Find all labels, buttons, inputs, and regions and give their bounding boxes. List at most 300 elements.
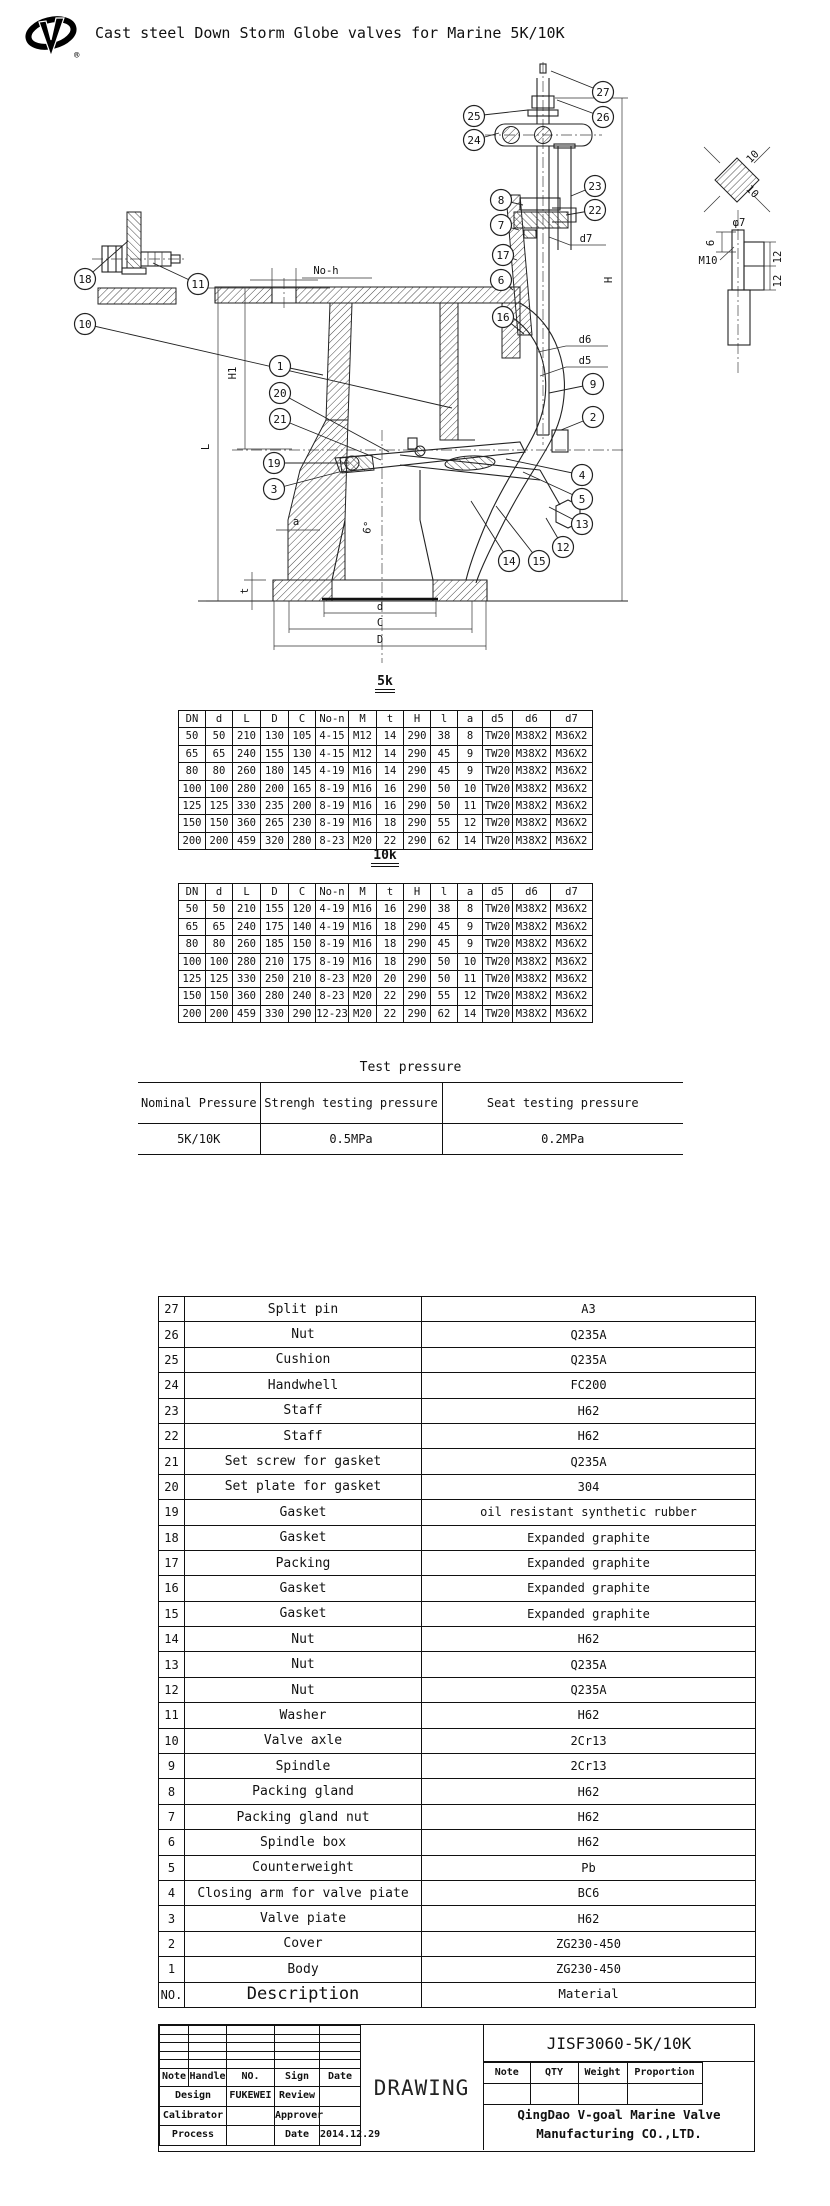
bottom-outlet-flange: [198, 580, 628, 601]
table-cell: 280: [233, 953, 261, 970]
table-cell: 200: [289, 797, 316, 814]
table-cell: Q235A: [422, 1677, 756, 1702]
svg-text:22: 22: [588, 204, 602, 217]
table-cell: M36X2: [551, 1005, 593, 1022]
balloon-24: [464, 130, 500, 151]
table-cell: Expanded graphite: [422, 1525, 756, 1550]
table-cell: t: [377, 711, 404, 728]
table-cell: No-n: [316, 711, 349, 728]
company-line-1: QingDao V-goal Marine Valve: [517, 2107, 721, 2122]
table-cell: M20: [349, 970, 377, 987]
table-row: [159, 1423, 756, 1448]
table-cell: 16: [377, 797, 404, 814]
table-cell: Q235A: [422, 1322, 756, 1347]
table-row: [159, 1728, 756, 1753]
review-value: [320, 2086, 361, 2106]
table-cell: 9: [458, 745, 483, 762]
table-cell: 38: [431, 901, 458, 918]
table-cell: 155: [261, 901, 289, 918]
table-row: [159, 1677, 756, 1702]
table-cell: Proportion: [627, 2063, 702, 2084]
table-cell: Nut: [185, 1652, 422, 1677]
table-row: [159, 1779, 756, 1804]
title-block-right: [483, 2025, 754, 2150]
table-cell: 240: [233, 745, 261, 762]
table-cell: 9: [458, 918, 483, 935]
table-row: [159, 1297, 756, 1322]
table-cell: 459: [233, 832, 261, 849]
table-cell: 8-19: [316, 780, 349, 797]
table-row: [159, 1804, 756, 1829]
dim-label-dd: D: [376, 634, 384, 646]
svg-text:6: 6: [497, 274, 505, 287]
table-cell: 290: [404, 918, 431, 935]
table-cell: No-n: [316, 884, 349, 901]
table-cell: 260: [233, 936, 261, 953]
table-cell: M36X2: [551, 797, 593, 814]
table-cell: 50: [431, 780, 458, 797]
table-cell: 50: [179, 728, 206, 745]
table-cell: 22: [377, 1005, 404, 1022]
table-cell: 15: [159, 1601, 185, 1626]
table-row: [159, 1500, 756, 1525]
svg-text:12: 12: [556, 541, 570, 554]
table-cell: 8: [458, 901, 483, 918]
table-cell: 200: [206, 832, 233, 849]
table-cell: 210: [233, 728, 261, 745]
table-row: [159, 1576, 756, 1601]
design-row: [160, 2086, 361, 2106]
table-cell: a: [458, 711, 483, 728]
table-cell: 4-15: [316, 728, 349, 745]
table-cell: 280: [289, 832, 316, 849]
table-cell: ZG230-450: [422, 1957, 756, 1982]
svg-text:1: 1: [276, 360, 284, 373]
table-cell: 4: [159, 1880, 185, 1905]
dim-label-phi7: φ7: [732, 217, 746, 229]
table-cell: 290: [404, 728, 431, 745]
parts-material-header: Material: [422, 1982, 756, 2007]
dim-label-d7: d7: [579, 233, 593, 245]
table-row: [179, 901, 593, 918]
table-cell: d7: [551, 711, 593, 728]
table-row: [159, 1830, 756, 1855]
table-cell: 16: [377, 780, 404, 797]
table-cell: Expanded graphite: [422, 1576, 756, 1601]
table-cell: 9: [458, 763, 483, 780]
table-cell: t: [377, 884, 404, 901]
table-cell: 14: [377, 745, 404, 762]
svg-text:19: 19: [267, 457, 281, 470]
table-cell: 9: [159, 1754, 185, 1779]
table-cell: M36X2: [551, 763, 593, 780]
table-cell: 50: [431, 970, 458, 987]
table-row: [179, 763, 593, 780]
table-row: [179, 936, 593, 953]
calibrator-label: Calibrator: [160, 2106, 227, 2126]
dim-label-t: t: [239, 587, 251, 595]
table-cell: 290: [404, 936, 431, 953]
svg-text:15: 15: [532, 555, 546, 568]
table-cell: A3: [422, 1297, 756, 1322]
table-cell: 65: [206, 918, 233, 935]
table-cell: M38X2: [513, 797, 551, 814]
table-cell: Expanded graphite: [422, 1550, 756, 1575]
dim-label-d: d: [376, 601, 384, 613]
table-row: [159, 1880, 756, 1905]
balloon-23: [571, 176, 606, 197]
table-cell: 1: [159, 1957, 185, 1982]
balloon-2: [561, 407, 604, 431]
table-row: [159, 1754, 756, 1779]
table-cell: M16: [349, 918, 377, 935]
table-cell: 20: [159, 1474, 185, 1499]
table-cell: Weight: [578, 2063, 627, 2084]
table-cell: d6: [513, 711, 551, 728]
table-cell: M38X2: [513, 936, 551, 953]
table-row: [179, 797, 593, 814]
table-row: [159, 1550, 756, 1575]
table-cell: 165: [289, 780, 316, 797]
table-cell: M38X2: [513, 918, 551, 935]
table-cell: TW20: [483, 763, 513, 780]
table-cell: TW20: [483, 797, 513, 814]
table-cell: 16: [159, 1576, 185, 1601]
svg-text:25: 25: [467, 110, 481, 123]
balloon-18: [75, 241, 129, 290]
table-cell: 11: [458, 970, 483, 987]
table-cell: d5: [483, 884, 513, 901]
table-cell: 7: [159, 1804, 185, 1829]
table-cell: M38X2: [513, 832, 551, 849]
model-number: JISF3060-5K/10K: [484, 2025, 754, 2062]
table-cell: M38X2: [513, 1005, 551, 1022]
table-cell: 21: [159, 1449, 185, 1474]
table-cell: 8: [458, 728, 483, 745]
table-cell: M36X2: [551, 832, 593, 849]
table-cell: 14: [377, 763, 404, 780]
table-cell: 12: [159, 1677, 185, 1702]
table-cell: 65: [179, 745, 206, 762]
table-cell: 80: [179, 936, 206, 953]
table-cell: 50: [431, 953, 458, 970]
table-cell: 22: [377, 832, 404, 849]
svg-text:21: 21: [273, 413, 287, 426]
table-cell: 2Cr13: [422, 1728, 756, 1753]
table-cell: 290: [404, 780, 431, 797]
table-cell: 62: [431, 1005, 458, 1022]
table-cell: Sign: [275, 2068, 320, 2086]
table-cell: 290: [404, 901, 431, 918]
table-cell: 130: [261, 728, 289, 745]
svg-text:17: 17: [496, 249, 510, 262]
table-cell: 100: [206, 780, 233, 797]
table-cell: 80: [206, 936, 233, 953]
table-header-row: [179, 711, 593, 728]
table-cell: Packing: [185, 1550, 422, 1575]
table-cell: 14: [458, 832, 483, 849]
table-cell: Handle: [189, 2068, 227, 2086]
table-cell: 290: [404, 815, 431, 832]
table-cell: TW20: [483, 745, 513, 762]
approver-label: Approver: [275, 2106, 320, 2126]
svg-text:8: 8: [497, 194, 505, 207]
review-label: Review: [275, 2086, 320, 2106]
table-cell: M38X2: [513, 745, 551, 762]
table-cell: Q235A: [422, 1347, 756, 1372]
table-cell: Washer: [185, 1703, 422, 1728]
table-cell: Note: [160, 2068, 189, 2086]
svg-text:23: 23: [588, 180, 602, 193]
dimension-table-5k: [178, 710, 593, 850]
balloon-22: [566, 200, 606, 221]
table-row: [138, 1124, 683, 1155]
table-cell: TW20: [483, 988, 513, 1005]
valve-body: [288, 303, 433, 580]
table-cell: M38X2: [513, 780, 551, 797]
table-cell: M20: [349, 832, 377, 849]
table-cell: Packing gland: [185, 1779, 422, 1804]
table-cell: 45: [431, 763, 458, 780]
table-cell: 12: [458, 815, 483, 832]
table-cell: 65: [206, 745, 233, 762]
table-cell: Handwhell: [185, 1373, 422, 1398]
table-cell: 280: [233, 780, 261, 797]
table-cell: Staff: [185, 1423, 422, 1448]
empty-row: [160, 2051, 361, 2060]
table-row: [159, 1957, 756, 1982]
dim-label-c: C: [376, 617, 384, 629]
table-row: [159, 1652, 756, 1677]
table-cell: 27: [159, 1297, 185, 1322]
approver-value: [320, 2106, 361, 2126]
table-cell: TW20: [483, 728, 513, 745]
table-cell: M12: [349, 745, 377, 762]
dim-label-12a: 12: [772, 250, 784, 264]
table-cell: L: [233, 884, 261, 901]
table-cell: 4-19: [316, 763, 349, 780]
parts-no-header: NO.: [159, 1982, 185, 2007]
table-cell: oil resistant synthetic rubber: [422, 1500, 756, 1525]
balloon-10: [75, 314, 453, 409]
table-cell: 360: [233, 988, 261, 1005]
table-cell: Valve piate: [185, 1906, 422, 1931]
table-cell: QTY: [530, 2063, 578, 2084]
svg-text:10: 10: [78, 318, 92, 331]
date-value: 2014.12.29: [320, 2126, 361, 2146]
table-cell: M36X2: [551, 745, 593, 762]
table-cell: 210: [289, 970, 316, 987]
table-cell: Cushion: [185, 1347, 422, 1372]
table-cell: ZG230-450: [422, 1931, 756, 1956]
title-block: [158, 2024, 755, 2152]
table-cell: H62: [422, 1804, 756, 1829]
table-cell: 145: [289, 763, 316, 780]
table-cell: M20: [349, 988, 377, 1005]
table-row: [159, 1474, 756, 1499]
table-cell: Nut: [185, 1322, 422, 1347]
table-cell: 155: [261, 745, 289, 762]
table-row: [179, 988, 593, 1005]
dim-label-a: a: [292, 516, 300, 528]
table-cell: Staff: [185, 1398, 422, 1423]
table-cell: Spindle box: [185, 1830, 422, 1855]
drawing-label: DRAWING: [373, 2075, 470, 2100]
table-5k-title: 5k: [340, 674, 430, 689]
svg-text:20: 20: [273, 387, 287, 400]
table-row: [159, 1398, 756, 1423]
table-cell: 25: [159, 1347, 185, 1372]
table-cell: 290: [404, 763, 431, 780]
page-title: Cast steel Down Storm Globe valves for Marine 5K/10K: [95, 24, 565, 42]
table-cell: D: [261, 884, 289, 901]
table-cell: 12-23: [316, 1005, 349, 1022]
table-cell: Q235A: [422, 1652, 756, 1677]
table-cell: 150: [179, 988, 206, 1005]
balloon-26: [557, 100, 614, 128]
table-cell: TW20: [483, 780, 513, 797]
table-cell: 2: [159, 1931, 185, 1956]
table-cell: Packing gland nut: [185, 1804, 422, 1829]
table-cell: 11: [458, 797, 483, 814]
table-cell: 18: [377, 936, 404, 953]
table-cell: M36X2: [551, 815, 593, 832]
table-cell: 125: [179, 970, 206, 987]
table-cell: 200: [261, 780, 289, 797]
table-cell: FC200: [422, 1373, 756, 1398]
table-cell: TW20: [483, 970, 513, 987]
table-cell: 320: [261, 832, 289, 849]
table-cell: TW20: [483, 901, 513, 918]
table-cell: 125: [179, 797, 206, 814]
test-pressure-title: Test pressure: [359, 1060, 462, 1075]
dim-label-10a: 10: [744, 148, 762, 166]
table-cell: 10: [458, 780, 483, 797]
svg-text:13: 13: [575, 518, 589, 531]
table-cell: Body: [185, 1957, 422, 1982]
table-cell: 210: [261, 953, 289, 970]
table-cell: M12: [349, 728, 377, 745]
dim-label-m10: M10: [698, 255, 718, 267]
table-row: [159, 1906, 756, 1931]
table-cell: NO.: [227, 2068, 275, 2086]
table-cell: M16: [349, 815, 377, 832]
table-cell: 180: [261, 763, 289, 780]
company-name: [484, 2105, 754, 2144]
table-cell: 50: [206, 901, 233, 918]
table-cell: 62: [431, 832, 458, 849]
table-cell: DN: [179, 884, 206, 901]
table-cell: H62: [422, 1830, 756, 1855]
table-cell: Split pin: [185, 1297, 422, 1322]
table-cell: L: [233, 711, 261, 728]
table-cell: 185: [261, 936, 289, 953]
table-cell: Strengh testing pressure: [260, 1083, 442, 1124]
table-row: [159, 1449, 756, 1474]
table-cell: 290: [404, 797, 431, 814]
table-cell: 45: [431, 745, 458, 762]
dimension-table-10k: [178, 883, 593, 1023]
table-cell: Pb: [422, 1855, 756, 1880]
table-row: [159, 1322, 756, 1347]
registered-mark: ®: [74, 51, 80, 61]
table-cell: 175: [289, 953, 316, 970]
svg-text:9: 9: [589, 378, 597, 391]
table-cell: M: [349, 884, 377, 901]
table-cell: Counterweight: [185, 1855, 422, 1880]
table-cell: 290: [404, 1005, 431, 1022]
table-cell: M36X2: [551, 901, 593, 918]
dim-label-angle: 6°: [361, 520, 376, 535]
table-cell: M38X2: [513, 815, 551, 832]
table-cell: 100: [179, 780, 206, 797]
test-pressure-table: [138, 1082, 683, 1155]
table-cell: 50: [206, 728, 233, 745]
table-cell: 19: [159, 1500, 185, 1525]
dim-label-10b: 10: [743, 183, 761, 201]
table-cell: 290: [404, 970, 431, 987]
table-row: [179, 780, 593, 797]
table-cell: 50: [179, 901, 206, 918]
table-cell: Note: [484, 2063, 530, 2084]
table-cell: 150: [179, 815, 206, 832]
table-cell: 18: [377, 953, 404, 970]
table-cell: M38X2: [513, 728, 551, 745]
table-cell: 150: [289, 936, 316, 953]
table-cell: 100: [206, 953, 233, 970]
table-cell: 459: [233, 1005, 261, 1022]
table-cell: d: [206, 711, 233, 728]
table-cell: M16: [349, 780, 377, 797]
table-row: [159, 1855, 756, 1880]
table-cell: Closing arm for valve piate: [185, 1880, 422, 1905]
table-cell: 14: [458, 1005, 483, 1022]
table-cell: 14: [377, 728, 404, 745]
table-cell: 290: [404, 953, 431, 970]
table-cell: 55: [431, 988, 458, 1005]
balloon-1: [270, 356, 324, 377]
table-cell: M36X2: [551, 953, 593, 970]
svg-text:4: 4: [578, 469, 586, 482]
table-cell: H62: [422, 1906, 756, 1931]
table-row: [159, 1931, 756, 1956]
table-cell: d: [206, 884, 233, 901]
table-cell: 0.2MPa: [442, 1124, 683, 1155]
table-row: [179, 1005, 593, 1022]
qty-header-row: [484, 2063, 702, 2084]
title-block-signature-table: [159, 2025, 381, 2146]
table-cell: 10: [159, 1728, 185, 1753]
table-cell: 150: [206, 988, 233, 1005]
table-cell: 55: [431, 815, 458, 832]
table-cell: Spindle: [185, 1754, 422, 1779]
qty-empty-row: [484, 2084, 702, 2105]
parts-description-header: Description: [185, 1982, 422, 2007]
table-cell: 250: [261, 970, 289, 987]
table-cell: 24: [159, 1373, 185, 1398]
table-cell: 360: [233, 815, 261, 832]
table-cell: Nominal Pressure: [138, 1083, 260, 1124]
valve-technical-drawing: [0, 55, 830, 675]
dim-label-d5: d5: [578, 355, 592, 367]
table-cell: BC6: [422, 1880, 756, 1905]
table-cell: 260: [233, 763, 261, 780]
table-cell: H62: [422, 1398, 756, 1423]
table-cell: 18: [159, 1525, 185, 1550]
table-cell: M16: [349, 763, 377, 780]
table-cell: M16: [349, 953, 377, 970]
table-cell: 5: [159, 1855, 185, 1880]
